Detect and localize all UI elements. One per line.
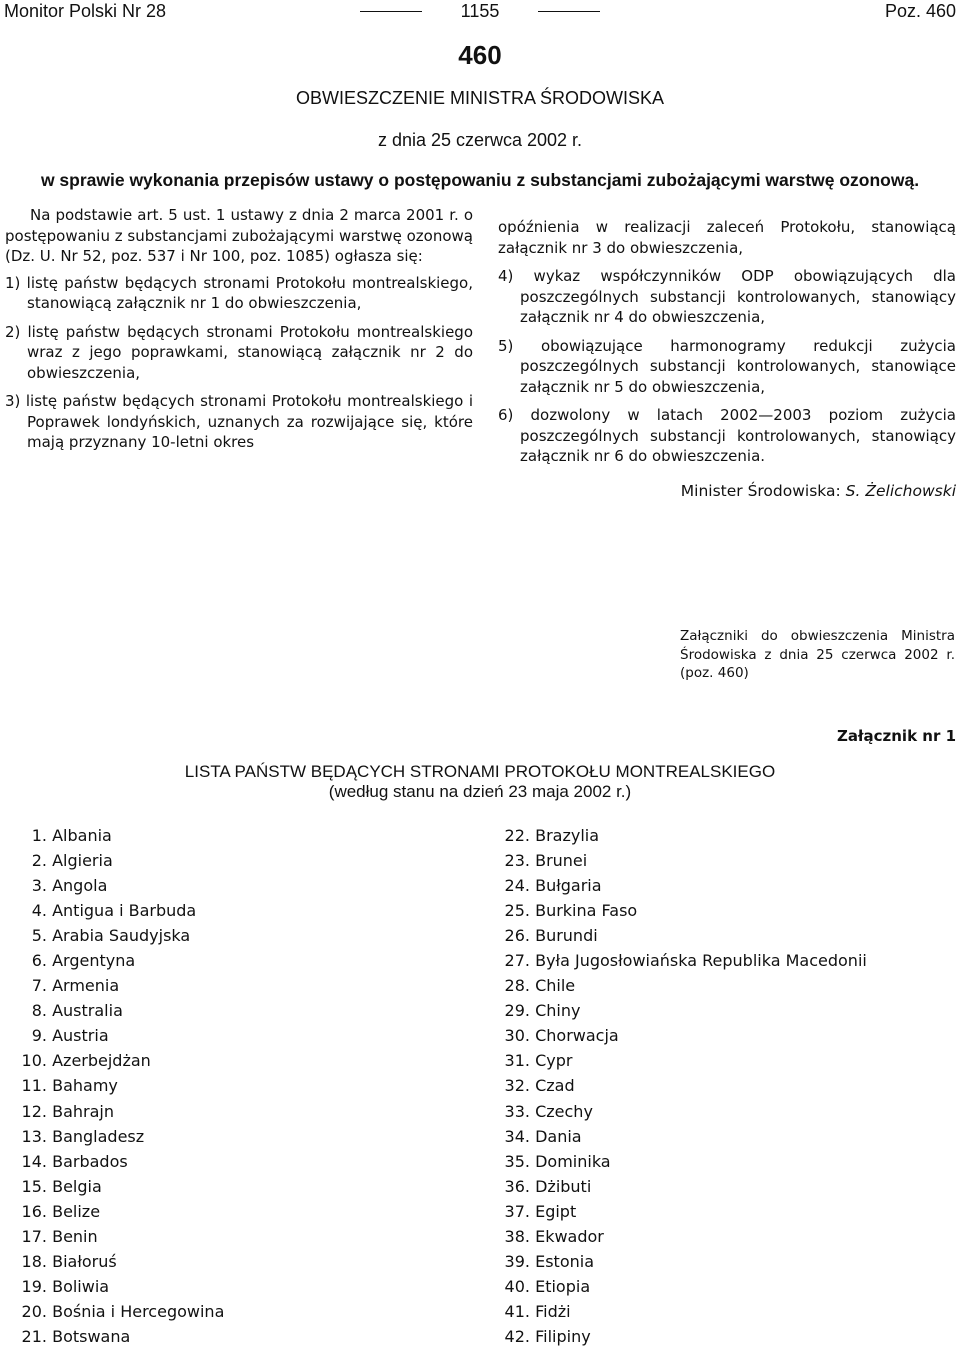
list-item [502,848,942,873]
list-item [20,848,440,873]
list-item-number: 15. [21,1176,47,1196]
list-item-number: 32. [504,1076,530,1096]
list-item [502,1249,942,1274]
list-item [20,1048,440,1073]
list-item [20,873,440,898]
list-item-number: 31. [504,1051,530,1071]
item-3-part-2: opóźnienia w realizacji zaleceń Protokołu, stanowiącą załącznik nr 3 do obwieszczenia, [498,218,956,257]
list-item [502,1023,942,1048]
list-item-name: Bahrajn [52,1101,114,1121]
list-item-name: Dżibuti [535,1176,592,1196]
announcement-date: z dnia 25 czerwca 2002 r. [377,130,583,150]
list-item-number: 37. [504,1201,530,1221]
list-item [502,1274,942,1299]
list-item [20,1124,440,1149]
list-item [20,823,440,848]
list-item-number: 41. [504,1301,530,1321]
list-item [502,1048,942,1073]
position-ref: Poz. 460 [884,1,956,21]
list-item [20,1224,440,1249]
list-item-number: 21. [21,1326,47,1346]
list-item-name: Botswana [52,1326,131,1346]
list-item [20,948,440,973]
annex-label: Załącznik nr 1 [836,727,956,745]
list-item [20,1199,440,1224]
list-item [502,1124,942,1149]
list-item-name: Bośnia i Hercegowina [52,1301,225,1321]
list-item-number: 4. [31,901,47,921]
list-item [20,923,440,948]
list-item-number: 11. [21,1076,47,1096]
list-item-name: Austria [52,1026,109,1046]
list-item [502,973,942,998]
list-item-name: Brunei [535,851,588,871]
item-1: 1) listę państw będących stronami Protokołu montrealskiego, stanowiącą załącznik nr 1 do obwieszczenia, [5,273,473,312]
list-item-name: Barbados [52,1151,128,1171]
list-item [20,1099,440,1124]
list-item-number: 24. [504,876,530,896]
list-item [20,1174,440,1199]
list-item [502,823,942,848]
list-item [20,1274,440,1299]
list-item [20,998,440,1023]
list-item-number: 7. [31,976,47,996]
list-item [20,1023,440,1048]
item-6: 6) dozwolony w latach 2002—2003 poziom zużycia poszczególnych substancji kontrolowanych, stanowiący załącznik nr 6 do obwieszczenia. [498,406,956,465]
item-3-part-1: 3) listę państw będących stronami Protokołu montrealskiego i Poprawek londyńskich, uznanych za rozwijające się, które mają przyznany 10-letni okres [5,392,473,451]
announcement-subject: w sprawie wykonania przepisów ustawy o postępowaniu z substancjami zubożającymi warstwę ozonową. [40,170,920,190]
list-item-name: Bułgaria [535,876,602,896]
list-item-number: 38. [504,1226,530,1246]
page-number-dash-right [538,11,600,12]
list-item-name: Armenia [52,976,120,996]
list-item-name: Albania [52,826,112,845]
list-item [20,1073,440,1098]
list-item [502,1199,942,1224]
list-title: LISTA PAŃSTW BĘDĄCYCH STRONAMI PROTOKOŁU MONTREALSKIEGO [184,762,776,781]
list-item-name: Ekwador [535,1226,604,1246]
list-item-number: 42. [504,1326,530,1346]
list-item-name: Belgia [52,1176,102,1196]
list-item-name: Algieria [52,851,113,871]
list-item [502,1149,942,1174]
list-item-name: Arabia Saudyjska [52,926,191,946]
list-item-name: Dania [535,1126,582,1146]
item-5: 5) obowiązujące harmonogramy redukcji zużycia poszczególnych substancji kontrolowanych, stanowiące załącznik nr 5 do obwieszczenia, [498,336,956,396]
item-4: 4) wykaz współczynników ODP obowiązujących dla poszczególnych substancji kontrolowanych, stanowiący załącznik nr 4 do obwieszczenia, [498,267,956,326]
list-item-name: Cypr [535,1051,573,1071]
list-item-number: 27. [504,951,530,971]
list-item-name: Chiny [535,1001,581,1021]
list-item [20,898,440,923]
running-head [0,0,960,22]
list-item-name: Angola [52,876,108,896]
list-item-name: Australia [52,1001,123,1021]
list-item [20,1149,440,1174]
list-item-name: Bangladesz [52,1126,145,1146]
list-item-name: Chorwacja [535,1026,619,1046]
list-item-number: 40. [504,1276,530,1296]
list-item-number: 13. [21,1126,47,1146]
list-subtitle: (według stanu na dzień 23 maja 2002 r.) [328,782,632,801]
list-item-name: Czad [535,1076,575,1096]
list-item-name: Etiopia [535,1276,591,1296]
list-item-name: Estonia [535,1251,594,1271]
list-item-number: 16. [21,1201,47,1221]
list-item-number: 22. [504,826,530,845]
list-item [502,1324,942,1349]
country-list-right [502,823,942,1349]
right-text-column [498,217,956,501]
list-item-number: 5. [31,926,47,946]
list-item-name: Dominika [535,1151,611,1171]
list-item-number: 36. [504,1176,530,1196]
list-item-number: 8. [31,1001,47,1021]
page-number: 1155 [460,1,500,21]
list-item-name: Burundi [535,926,598,946]
list-item-number: 39. [504,1251,530,1271]
list-item [20,973,440,998]
position-number: 460 [458,40,502,70]
list-item-number: 30. [504,1026,530,1046]
list-item [20,1249,440,1274]
list-item-number: 10. [21,1051,47,1071]
list-item [20,1324,440,1349]
announcement-title: OBWIESZCZENIE MINISTRA ŚRODOWISKA [295,88,665,108]
list-item-name: Egipt [535,1201,577,1221]
left-text-column [5,205,473,461]
country-list-left [20,823,440,1349]
list-item [502,923,942,948]
list-item [502,1073,942,1098]
list-item [502,1099,942,1124]
list-item [502,998,942,1023]
list-item [502,1224,942,1249]
list-item-name: Czechy [535,1101,593,1121]
list-item [502,948,942,973]
list-item-name: Fidżi [535,1301,571,1321]
list-item-name: Burkina Faso [535,901,638,921]
list-item-number: 19. [21,1276,47,1296]
list-item-number: 9. [31,1026,47,1046]
list-item-number: 6. [31,951,47,971]
list-item-number: 17. [21,1226,47,1246]
list-item-number: 3. [31,876,47,896]
list-item-number: 12. [21,1101,47,1121]
list-item-number: 18. [21,1251,47,1271]
intro-paragraph: Na podstawie art. 5 ust. 1 ustawy z dnia 2 marca 2001 r. o postępowaniu z substancjami zubożającymi warstwę ozonową (Dz. U. Nr 52, poz. 537 i Nr 100, poz. 1085) ogłasza się: [5,206,473,265]
journal-title: Monitor Polski Nr 28 [4,1,167,21]
list-item-number: 28. [504,976,530,996]
list-item-number: 26. [504,926,530,946]
signature-role: Minister Środowiska: [680,481,841,500]
list-item-number: 14. [21,1151,47,1171]
list-item [20,1299,440,1324]
list-item-number: 1. [31,826,47,845]
list-item-name: Chile [535,976,576,996]
list-item-name: Azerbejdżan [52,1051,151,1071]
list-item-number: 35. [504,1151,530,1171]
list-item-number: 33. [504,1101,530,1121]
page-number-dash-left [360,11,422,12]
item-2: 2) listę państw będących stronami Protokołu montrealskiego wraz z jego poprawkami, stanowiącą załącznik nr 2 do obwieszczenia, [5,322,473,382]
list-item [502,1299,942,1324]
list-item [502,1174,942,1199]
list-item-number: 23. [504,851,530,871]
list-item-name: Boliwia [52,1276,110,1296]
list-item-name: Argentyna [52,951,136,971]
list-item-name: Była Jugosłowiańska Republika Macedonii [535,951,867,971]
list-item-number: 34. [504,1126,530,1146]
list-item [502,898,942,923]
list-item-number: 25. [504,901,530,921]
list-item-name: Filipiny [535,1326,591,1346]
list-item-name: Bahamy [52,1076,118,1096]
signature [498,481,956,502]
annex-note: Załączniki do obwieszczenia Ministra Środowiska z dnia 25 czerwca 2002 r. (poz. 460) [680,628,955,681]
list-item-number: 2. [31,851,47,871]
list-item-name: Antigua i Barbuda [52,901,197,921]
list-item-name: Benin [52,1226,98,1246]
list-item-number: 29. [504,1001,530,1021]
list-item-number: 20. [21,1301,47,1321]
list-title-block [0,762,960,802]
list-item-name: Belize [52,1201,101,1221]
list-item-name: Białoruś [52,1251,117,1271]
list-item [502,873,942,898]
signature-name: S. Żelichowski [845,481,956,500]
list-item-name: Brazylia [535,826,600,845]
